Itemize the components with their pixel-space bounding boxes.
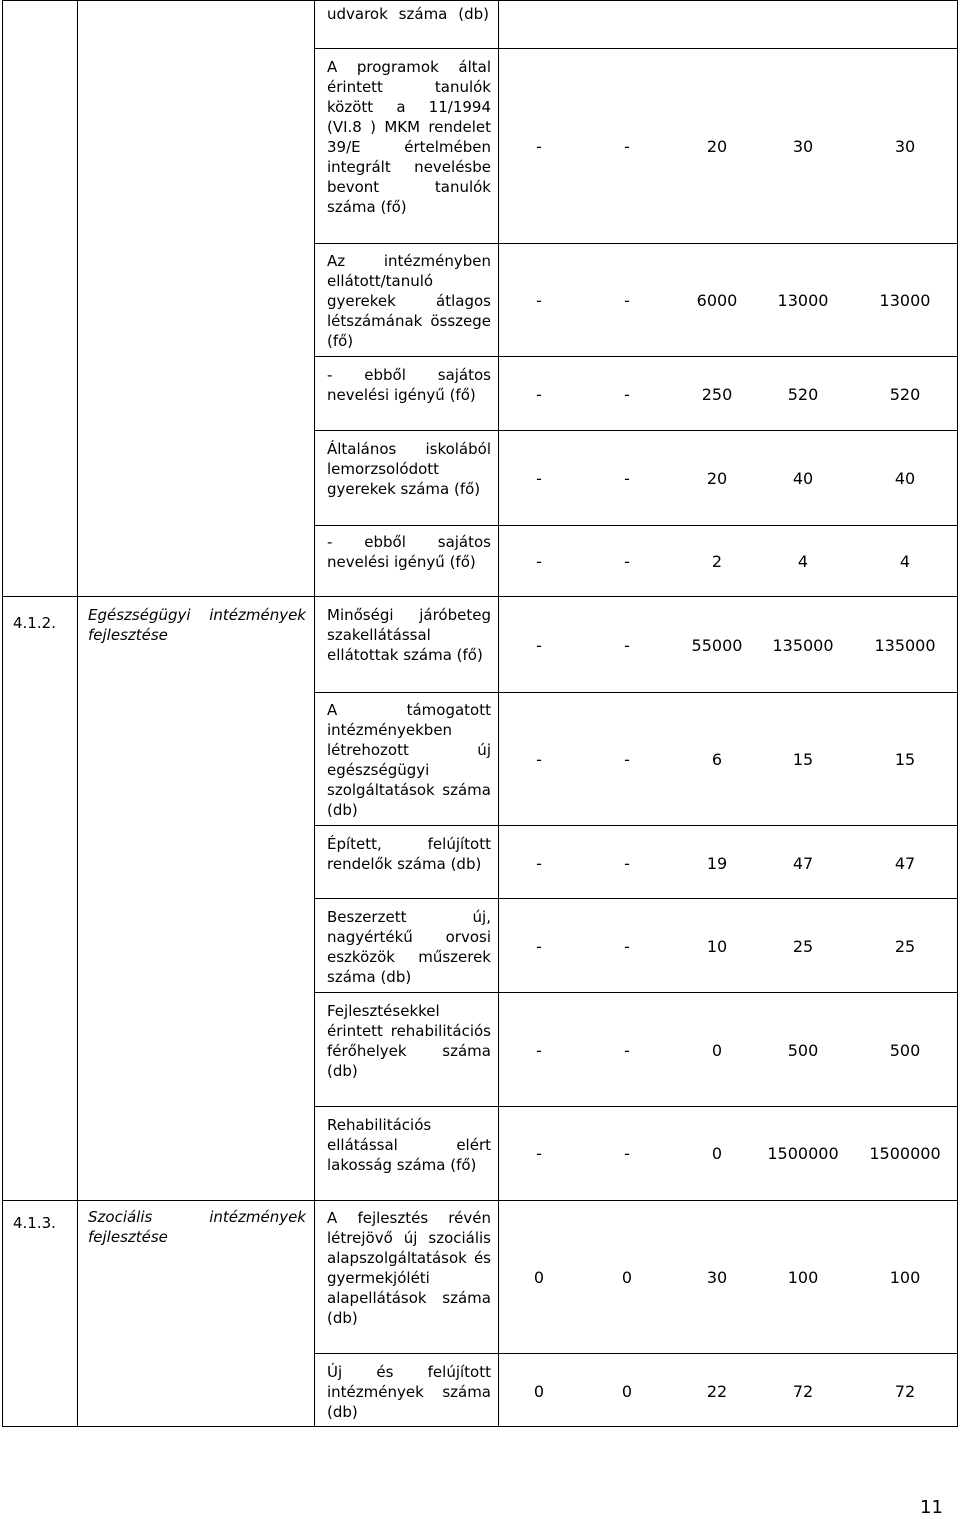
value-cell: - <box>624 937 630 956</box>
section-rule <box>2 1200 958 1201</box>
column-divider-indicator <box>498 0 499 1427</box>
value-cell: 6 <box>711 750 723 769</box>
value-cell: 135000 <box>874 636 936 655</box>
indicator-label: Épített, felújított rendelők száma (db) <box>327 835 491 873</box>
row-rule <box>314 356 958 357</box>
value-cell: 6000 <box>696 291 738 310</box>
indicator-label: - ebből sajátos nevelési igényű (fő) <box>327 533 491 571</box>
indicator-label: Beszerzett új, nagyértékű orvosi eszközök műszerek száma (db) <box>327 908 491 986</box>
page-number: 11 <box>920 1497 943 1518</box>
indicator-label: Az intézményben ellátott/tanuló gyerekek átlagos létszámának összege (fő) <box>327 252 491 350</box>
value-cell: - <box>624 291 630 310</box>
value-cell: 500 <box>787 1041 819 1060</box>
value-cell: 19 <box>706 854 728 873</box>
column-divider-code <box>77 0 78 1427</box>
section-title <box>88 605 306 645</box>
value-cell: 135000 <box>772 636 834 655</box>
row-rule <box>314 1353 958 1354</box>
value-cell: 25 <box>792 937 814 956</box>
value-cell: 15 <box>792 750 814 769</box>
value-cell: 47 <box>894 854 916 873</box>
value-cell: - <box>624 636 630 655</box>
value-cell: 47 <box>792 854 814 873</box>
value-cell: 0 <box>711 1041 723 1060</box>
value-cell: - <box>536 1041 542 1060</box>
value-cell: 4 <box>899 552 911 571</box>
value-cell: 250 <box>701 385 733 404</box>
value-cell: 10 <box>706 937 728 956</box>
value-cell: - <box>624 1144 630 1163</box>
value-cell: 40 <box>792 469 814 488</box>
row-rule <box>314 992 958 993</box>
section-rule <box>2 596 958 597</box>
value-cell: 500 <box>889 1041 921 1060</box>
indicator-label: Minőségi járóbeteg szakellátással ellátottak száma (fő) <box>327 606 491 664</box>
value-cell: - <box>624 1041 630 1060</box>
value-cell: - <box>536 750 542 769</box>
value-cell: - <box>624 469 630 488</box>
value-cell: 13000 <box>777 291 829 310</box>
row-rule <box>314 692 958 693</box>
value-cell: 0 <box>533 1268 545 1287</box>
table-border-left <box>2 0 3 1427</box>
value-cell: 55000 <box>691 636 743 655</box>
row-rule <box>314 243 958 244</box>
value-cell: - <box>536 469 542 488</box>
section-title-text: Szociális intézmények fejlesztése <box>88 1208 306 1246</box>
value-cell: 13000 <box>879 291 931 310</box>
value-cell: 0 <box>533 1382 545 1401</box>
indicator-label: - ebből sajátos nevelési igényű (fő) <box>327 366 491 404</box>
row-rule <box>314 898 958 899</box>
indicator-label: Rehabilitációs ellátással elért lakosság száma (fő) <box>327 1116 491 1174</box>
value-cell: - <box>536 854 542 873</box>
value-cell: - <box>536 137 542 156</box>
value-cell: - <box>536 291 542 310</box>
value-cell: - <box>536 937 542 956</box>
value-cell: - <box>624 854 630 873</box>
section-title-text: Egészségügyi intézmények fejlesztése <box>88 606 306 644</box>
value-cell: - <box>536 552 542 571</box>
row-rule <box>314 48 958 49</box>
value-cell: - <box>624 750 630 769</box>
row-rule <box>314 430 958 431</box>
value-cell: 20 <box>706 469 728 488</box>
row-rule <box>314 525 958 526</box>
value-cell: 20 <box>706 137 728 156</box>
value-cell: 25 <box>894 937 916 956</box>
value-cell: 15 <box>894 750 916 769</box>
value-cell: - <box>624 552 630 571</box>
value-cell: - <box>536 1144 542 1163</box>
value-cell: - <box>536 385 542 404</box>
value-cell: 100 <box>787 1268 819 1287</box>
indicator-label: A programok által érintett tanulók között a 11/1994 (VI.8 ) MKM rendelet 39/E értelmében integrált nevelésbe bevont tanulók száma (fő) <box>327 58 491 216</box>
row-rule <box>314 1106 958 1107</box>
section-code: 4.1.3. <box>13 1214 56 1232</box>
value-cell: 40 <box>894 469 916 488</box>
value-cell: 520 <box>787 385 819 404</box>
value-cell: 4 <box>797 552 809 571</box>
section-title <box>88 1207 306 1247</box>
value-cell: - <box>624 385 630 404</box>
column-divider-title <box>314 0 315 1427</box>
value-cell: 30 <box>706 1268 728 1287</box>
table-border-bottom <box>2 1426 958 1427</box>
value-cell: 1500000 <box>869 1144 941 1163</box>
value-cell: 100 <box>889 1268 921 1287</box>
value-cell: 0 <box>621 1268 633 1287</box>
value-cell: - <box>624 137 630 156</box>
value-cell: 22 <box>706 1382 728 1401</box>
value-cell: 1500000 <box>767 1144 839 1163</box>
row-rule <box>314 825 958 826</box>
value-cell: 0 <box>621 1382 633 1401</box>
value-cell: 2 <box>711 552 723 571</box>
indicator-label: A fejlesztés révén létrejövő új szociális alapszolgáltatások és gyermekjóléti alapellátások száma (db) <box>327 1209 491 1327</box>
value-cell: 30 <box>792 137 814 156</box>
indicator-label: Fejlesztésekkel érintett rehabilitációs férőhelyek száma (db) <box>327 1002 491 1080</box>
value-cell: - <box>536 636 542 655</box>
row-rule <box>2 0 958 1</box>
value-cell: 30 <box>894 137 916 156</box>
indicator-label: udvarok száma (db) <box>327 5 489 23</box>
value-cell: 72 <box>894 1382 916 1401</box>
indicator-label: Új és felújított intézmények száma (db) <box>327 1363 491 1421</box>
indicator-label: Általános iskolából lemorzsolódott gyerekek száma (fő) <box>327 440 491 498</box>
value-cell: 0 <box>711 1144 723 1163</box>
table-border-right <box>957 0 958 1427</box>
value-cell: 520 <box>889 385 921 404</box>
value-cell: 72 <box>792 1382 814 1401</box>
section-code: 4.1.2. <box>13 614 56 632</box>
indicator-label: A támogatott intézményekben létrehozott új egészségügyi szolgáltatások száma (db) <box>327 701 491 819</box>
